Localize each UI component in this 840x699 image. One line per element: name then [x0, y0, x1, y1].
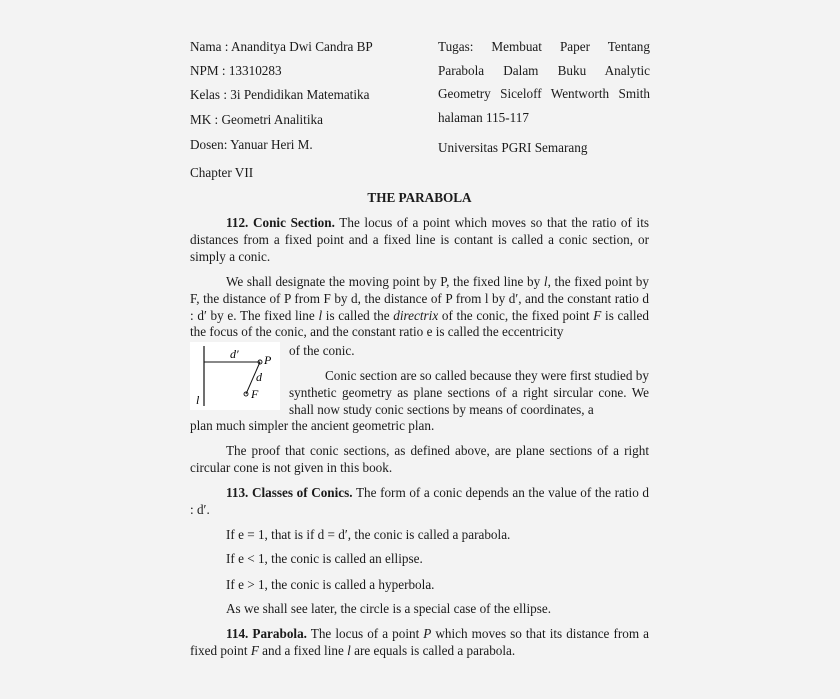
designate-F: F — [593, 307, 602, 323]
s114-text-b: which moves so that its distance from a fixed point — [190, 626, 649, 658]
designate-text-d: of the conic, the fixed point — [438, 307, 594, 323]
section-title: THE PARABOLA — [367, 190, 472, 205]
lecturer-name: Dosen: Yanuar Heri M. — [190, 137, 313, 152]
chapter-label: Chapter VII — [190, 165, 254, 180]
paragraph-112 — [190, 215, 649, 265]
designate-l2: l — [318, 307, 323, 323]
s114-F: F — [250, 642, 259, 658]
figure-d-prime-label: d′ — [230, 347, 239, 361]
section-114-heading: 114. Parabola. — [226, 626, 307, 641]
section-112-text: The locus of a point which moves so that the ratio of its distances from a fixed point and a fixed line is contant is called a conic section, or simply a conic. — [190, 215, 650, 264]
designate-l1: l — [543, 274, 548, 289]
paragraph-designate — [190, 274, 649, 341]
case-hyperbola: If e > 1, the conic is called a hyperbola. — [226, 577, 435, 592]
designate-text-c: is called the — [322, 307, 394, 323]
s114-l: l — [347, 642, 351, 658]
assignment-description: Tugas: Membuat Paper Tentang Parabola Dalam Buku Analytic Geometry Siceloff Wentworth Smith halaman 115-117 — [438, 39, 650, 125]
designate-text-a: We shall designate the moving point by P, the fixed line by — [226, 274, 544, 289]
conic-figure — [190, 342, 280, 410]
s114-text-c: and a fixed line — [258, 642, 348, 658]
student-npm: NPM : 13310283 — [190, 63, 282, 78]
paragraph-conic-called-end: plan much simpler the ancient geometric plan. — [190, 418, 435, 433]
section-112-heading: 112. Conic Section. — [226, 215, 335, 230]
student-class: Kelas : 3i Pendidikan Matematika — [190, 87, 370, 102]
paragraph-proof: The proof that conic sections, as defined above, are plane sections of a right circular cone is not given in this book. — [190, 443, 649, 475]
university-name: Universitas PGRI Semarang — [438, 140, 588, 155]
designate-text-e: is called the focus of the conic, and the constant ratio e is called the eccentricity — [190, 307, 649, 340]
figure-d-label: d — [256, 370, 262, 384]
section-113-heading: 113. Classes of Conics. — [226, 485, 353, 500]
s114-text-d: are equals is called a parabola. — [350, 642, 516, 658]
designate-directrix: directrix — [393, 307, 439, 323]
student-name: Nama : Ananditya Dwi Candra BP — [190, 39, 373, 54]
s114-text-a: The locus of a point — [306, 626, 424, 641]
of-the-conic-text: of the conic. — [289, 343, 355, 358]
s114-P: P — [423, 626, 432, 641]
paragraph-conic-called: Conic section are so called because they were first studied by synthetic geometry as plane sections of a right sircular cone. We shall now study conic sections by means of coordinates, a — [289, 368, 649, 417]
figure-f-label: F — [251, 387, 259, 401]
case-circle: As we shall see later, the circle is a special case of the ellipse. — [226, 601, 551, 616]
case-ellipse: If e < 1, the conic is called an ellipse. — [226, 551, 423, 566]
paragraph-114 — [190, 626, 649, 660]
figure-p-label: P — [264, 353, 272, 367]
course-name: MK : Geometri Analitika — [190, 112, 323, 127]
section-113-text: The form of a conic depends an the value of the ratio d : d′. — [190, 485, 649, 517]
designate-text-b: , the fixed point by F, the distance of P from F by d, the distance of P from l by d′, and the constant ratio d : d′ by e. The fixed line — [190, 274, 649, 323]
case-parabola: If e = 1, that is if d = d′, the conic is called a parabola. — [226, 527, 511, 542]
figure-l-label: l — [196, 393, 200, 407]
paragraph-113 — [190, 485, 649, 519]
